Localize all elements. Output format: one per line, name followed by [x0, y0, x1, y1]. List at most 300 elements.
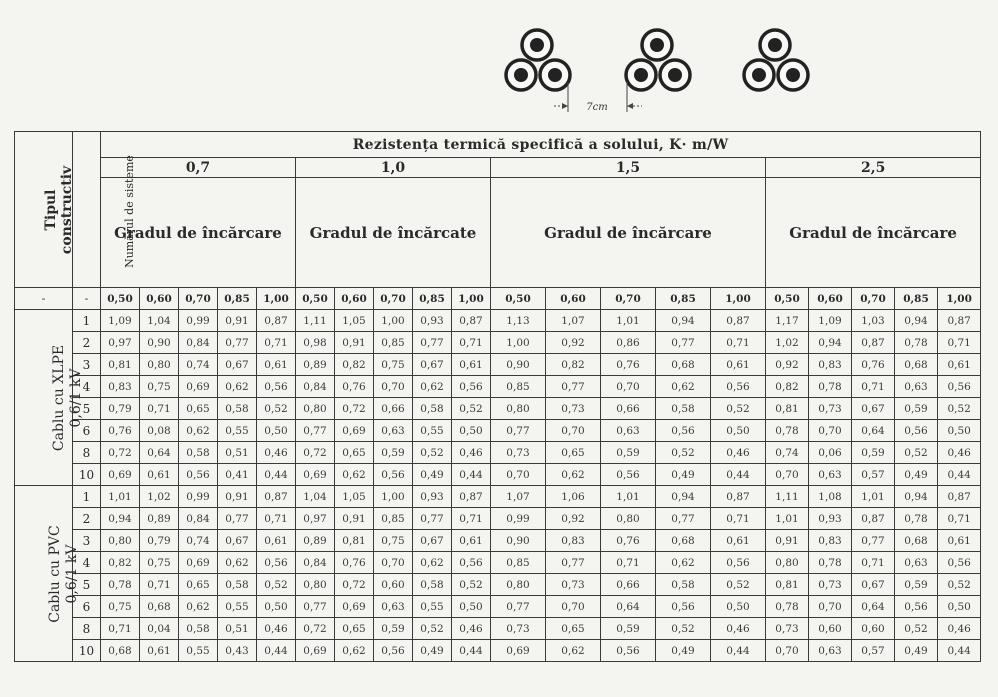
factor-cell: 0,69: [335, 420, 374, 442]
factor-cell: 0,56: [257, 376, 296, 398]
load-factor-cell: 1,00: [257, 288, 296, 310]
factor-cell: 0,73: [809, 398, 852, 420]
factor-cell: 0,63: [374, 420, 413, 442]
factor-cell: 0,93: [413, 486, 452, 508]
factor-cell: 0,77: [656, 508, 711, 530]
factor-cell: 0,78: [809, 552, 852, 574]
factor-cell: 0,81: [766, 398, 809, 420]
factor-cell: 0,73: [766, 618, 809, 640]
factor-cell: 0,61: [257, 354, 296, 376]
factor-cell: 0,52: [895, 618, 938, 640]
header-load-degree: Gradul de încărcare: [101, 178, 296, 288]
factor-cell: 0,61: [140, 464, 179, 486]
system-count-cell: 10: [73, 464, 101, 486]
factor-cell: 0,62: [413, 376, 452, 398]
factor-cell: 0,49: [656, 464, 711, 486]
factor-cell: 0,68: [895, 354, 938, 376]
factor-cell: 0,49: [895, 464, 938, 486]
factor-cell: 0,85: [491, 552, 546, 574]
factor-cell: 0,72: [296, 618, 335, 640]
load-factor-cell: 0,50: [491, 288, 546, 310]
factor-cell: 0,76: [335, 552, 374, 574]
table-row: [15, 618, 981, 640]
factor-cell: 0,81: [335, 530, 374, 552]
factor-cell: 0,57: [852, 464, 895, 486]
col-header-type: [15, 132, 76, 288]
factor-cell: 1,01: [852, 486, 895, 508]
factor-cell: 0,76: [101, 420, 140, 442]
factor-cell: 0,61: [452, 530, 491, 552]
header-thermal-resistivity: Rezistența termică specifică a solului, K· m/W: [101, 132, 981, 158]
factor-cell: 0,49: [895, 640, 938, 662]
factor-cell: 0,55: [179, 640, 218, 662]
factor-cell: 1,09: [809, 310, 852, 332]
factor-cell: 0,91: [335, 332, 374, 354]
load-factor-cell: 0,60: [809, 288, 852, 310]
factor-cell: 0,55: [413, 596, 452, 618]
factor-cell: 0,92: [766, 354, 809, 376]
factor-cell: 0,91: [218, 486, 257, 508]
factor-cell: 0,90: [491, 354, 546, 376]
factor-cell: 0,69: [335, 596, 374, 618]
factor-cell: 0,55: [413, 420, 452, 442]
factor-cell: 0,72: [335, 574, 374, 596]
factor-cell: 0,58: [656, 574, 711, 596]
factor-cell: 0,62: [335, 640, 374, 662]
factor-cell: 0,62: [218, 552, 257, 574]
factor-cell: 0,67: [218, 530, 257, 552]
factor-cell: 0,81: [101, 354, 140, 376]
factor-cell: 0,50: [257, 596, 296, 618]
factor-cell: 0,06: [809, 442, 852, 464]
factor-cell: 0,80: [601, 508, 656, 530]
factor-cell: 0,89: [296, 354, 335, 376]
factor-cell: 0,70: [809, 420, 852, 442]
section-cable-type-line: 0,6/1 kV: [63, 544, 80, 603]
factor-cell: 1,09: [101, 310, 140, 332]
factor-cell: 0,60: [374, 574, 413, 596]
factor-cell: 0,44: [938, 640, 981, 662]
factor-cell: 0,80: [766, 552, 809, 574]
factor-cell: 0,56: [601, 640, 656, 662]
factor-cell: 1,00: [491, 332, 546, 354]
factor-cell: 0,66: [601, 574, 656, 596]
factor-cell: 0,84: [179, 508, 218, 530]
factor-cell: 0,46: [938, 618, 981, 640]
factor-cell: 0,63: [809, 640, 852, 662]
factor-cell: 0,56: [374, 464, 413, 486]
col-header-type-line: Tipul: [43, 188, 60, 231]
factor-cell: 0,62: [218, 376, 257, 398]
factor-cell: 0,83: [809, 354, 852, 376]
table-row: [15, 574, 981, 596]
factor-cell: 0,56: [452, 552, 491, 574]
factor-cell: 0,87: [711, 486, 766, 508]
factor-cell: 0,77: [413, 508, 452, 530]
cable-trefoil-group-1: [506, 30, 570, 90]
factor-cell: 0,50: [257, 420, 296, 442]
factor-cell: 0,49: [413, 464, 452, 486]
factor-cell: 0,69: [179, 552, 218, 574]
factor-cell: 0,67: [413, 530, 452, 552]
factor-cell: 0,71: [852, 376, 895, 398]
factor-cell: 0,71: [257, 332, 296, 354]
factor-cell: 0,69: [296, 640, 335, 662]
factor-cell: 1,17: [766, 310, 809, 332]
factor-cell: 0,79: [101, 398, 140, 420]
factor-cell: 0,99: [491, 508, 546, 530]
factor-cell: 0,71: [938, 332, 981, 354]
factor-cell: 0,94: [895, 310, 938, 332]
factor-cell: 0,44: [938, 464, 981, 486]
factor-cell: 0,52: [895, 442, 938, 464]
load-factor-cell: 1,00: [938, 288, 981, 310]
cable-core-top: [522, 30, 552, 60]
factor-cell: 1,06: [546, 486, 601, 508]
header-k-value: 1,0: [296, 158, 491, 178]
factor-cell: 0,50: [938, 596, 981, 618]
factor-cell: 0,72: [335, 398, 374, 420]
factor-cell: 0,68: [140, 596, 179, 618]
factor-cell: 1,07: [546, 310, 601, 332]
factor-cell: 0,70: [601, 376, 656, 398]
factor-cell: 0,89: [140, 508, 179, 530]
factor-cell: 0,69: [296, 464, 335, 486]
factor-cell: 1,04: [296, 486, 335, 508]
factor-cell: 1,00: [374, 486, 413, 508]
section-cable-type-text: [47, 525, 81, 623]
factor-cell: 0,63: [895, 376, 938, 398]
factor-cell: 0,76: [852, 354, 895, 376]
factor-cell: 1,01: [601, 310, 656, 332]
table-row: [15, 508, 981, 530]
cable-core-left: [506, 60, 536, 90]
factor-cell: 0,62: [656, 552, 711, 574]
factor-cell: 0,97: [101, 332, 140, 354]
factor-cell: 1,13: [491, 310, 546, 332]
factor-cell: 0,67: [413, 354, 452, 376]
factor-cell: 0,94: [809, 332, 852, 354]
factor-cell: 0,89: [296, 530, 335, 552]
system-count-cell: 3: [73, 530, 101, 552]
factor-cell: 0,58: [413, 574, 452, 596]
section-cable-type: [15, 310, 85, 486]
factor-cell: 0,80: [101, 530, 140, 552]
system-count-cell: 6: [73, 420, 101, 442]
factor-cell: 0,49: [413, 640, 452, 662]
factor-cell: 0,87: [938, 310, 981, 332]
factor-cell: 1,02: [140, 486, 179, 508]
factor-cell: 0,80: [491, 398, 546, 420]
factor-cell: 1,04: [140, 310, 179, 332]
factor-cell: 0,50: [452, 420, 491, 442]
factor-cell: 0,94: [656, 310, 711, 332]
factor-cell: 0,70: [546, 596, 601, 618]
factor-cell: 0,92: [546, 332, 601, 354]
section-cable-type-line: 0,6/1 kV: [68, 368, 85, 427]
factor-cell: 0,77: [852, 530, 895, 552]
factor-cell: 0,56: [656, 420, 711, 442]
load-factor-cell: 1,00: [452, 288, 491, 310]
factor-cell: 0,52: [711, 398, 766, 420]
col-header-systems: [73, 132, 136, 288]
factor-cell: 0,44: [711, 640, 766, 662]
factor-cell: 0,80: [491, 574, 546, 596]
factor-cell: 0,56: [895, 596, 938, 618]
section-cable-type-line: Cablu cu XLPE: [51, 344, 68, 451]
factor-cell: 0,77: [296, 596, 335, 618]
factor-cell: 0,78: [809, 376, 852, 398]
factor-cell: 0,75: [374, 530, 413, 552]
factor-cell: 0,56: [601, 464, 656, 486]
factor-cell: 0,59: [895, 574, 938, 596]
section-cable-type-line: Cablu cu PVC: [46, 524, 63, 623]
load-factor-cell: 0,60: [140, 288, 179, 310]
factor-cell: 0,78: [766, 420, 809, 442]
factor-cell: 0,59: [374, 442, 413, 464]
factor-cell: 0,90: [491, 530, 546, 552]
factor-cell: 0,84: [296, 552, 335, 574]
factor-cell: 0,52: [257, 574, 296, 596]
factor-cell: 0,52: [656, 618, 711, 640]
factor-cell: 0,50: [452, 596, 491, 618]
load-factor-cell: 0,85: [218, 288, 257, 310]
system-count-cell: 1: [73, 486, 101, 508]
factor-cell: 1,11: [766, 486, 809, 508]
factor-cell: 0,62: [413, 552, 452, 574]
factor-cell: 0,65: [546, 618, 601, 640]
factor-cell: 0,75: [101, 596, 140, 618]
factor-cell: 0,87: [257, 486, 296, 508]
factor-cell: 0,61: [452, 354, 491, 376]
factor-cell: 0,87: [452, 310, 491, 332]
factor-cell: 0,92: [546, 508, 601, 530]
cable-core-left: [744, 60, 774, 90]
dash-cell: -: [15, 288, 73, 310]
factor-cell: 0,67: [852, 398, 895, 420]
factor-cell: 1,05: [335, 310, 374, 332]
factor-cell: 0,52: [452, 398, 491, 420]
factor-cell: 0,91: [335, 508, 374, 530]
factor-cell: 0,58: [179, 442, 218, 464]
factor-cell: 0,80: [296, 398, 335, 420]
factor-cell: 0,74: [179, 530, 218, 552]
factor-cell: 0,58: [218, 574, 257, 596]
table-row: [15, 376, 981, 398]
factor-cell: 0,61: [711, 530, 766, 552]
factor-cell: 0,46: [452, 618, 491, 640]
cable-trefoil-group-3: [744, 30, 808, 90]
header-k-value: 1,5: [491, 158, 766, 178]
factor-cell: 0,78: [101, 574, 140, 596]
factor-cell: 0,52: [413, 442, 452, 464]
spacing-label: 7cm: [586, 102, 608, 113]
factor-cell: 0,82: [101, 552, 140, 574]
factor-cell: 0,85: [491, 376, 546, 398]
factor-cell: 0,70: [766, 464, 809, 486]
factor-cell: 0,56: [452, 376, 491, 398]
factor-cell: 0,46: [711, 442, 766, 464]
factor-cell: 0,52: [452, 574, 491, 596]
factor-cell: 1,03: [852, 310, 895, 332]
factor-cell: 0,74: [179, 354, 218, 376]
factor-cell: 0,50: [938, 420, 981, 442]
factor-cell: 0,66: [374, 398, 413, 420]
factor-cell: 0,44: [257, 640, 296, 662]
factor-cell: 0,69: [179, 376, 218, 398]
factor-cell: 0,68: [895, 530, 938, 552]
load-factor-cell: 0,70: [852, 288, 895, 310]
system-count-cell: 5: [73, 574, 101, 596]
factor-cell: 0,68: [101, 640, 140, 662]
factor-cell: 0,63: [809, 464, 852, 486]
col-header-type-line: constructiv: [59, 165, 76, 254]
factor-cell: 0,46: [938, 442, 981, 464]
factor-cell: 0,94: [656, 486, 711, 508]
factor-cell: 0,77: [218, 332, 257, 354]
factor-cell: 0,85: [374, 332, 413, 354]
table-row: [15, 420, 981, 442]
factor-cell: 0,08: [140, 420, 179, 442]
factor-cell: 0,66: [601, 398, 656, 420]
derating-factor-table: [14, 131, 981, 662]
factor-cell: 0,87: [938, 486, 981, 508]
factor-cell: 0,56: [374, 640, 413, 662]
factor-cell: 0,70: [374, 376, 413, 398]
factor-cell: 0,56: [938, 376, 981, 398]
factor-cell: 0,97: [296, 508, 335, 530]
factor-cell: 0,80: [296, 574, 335, 596]
spacing-dimension: [554, 82, 642, 113]
factor-cell: 0,67: [852, 574, 895, 596]
factor-cell: 0,64: [852, 596, 895, 618]
factor-cell: 0,58: [656, 398, 711, 420]
system-count-cell: 2: [73, 332, 101, 354]
factor-cell: 0,62: [179, 420, 218, 442]
cable-core-top: [760, 30, 790, 60]
factor-cell: 0,59: [601, 618, 656, 640]
factor-cell: 0,41: [218, 464, 257, 486]
factor-cell: 1,00: [374, 310, 413, 332]
factor-cell: 0,73: [546, 574, 601, 596]
factor-cell: 0,94: [895, 486, 938, 508]
section-cable-type: [15, 486, 80, 662]
factor-cell: 0,98: [296, 332, 335, 354]
cable-core-right: [778, 60, 808, 90]
factor-cell: 0,61: [257, 530, 296, 552]
factor-cell: 0,78: [895, 332, 938, 354]
factor-cell: 0,46: [257, 618, 296, 640]
factor-cell: 0,77: [413, 332, 452, 354]
factor-cell: 0,75: [140, 552, 179, 574]
load-factor-cell: 0,60: [546, 288, 601, 310]
factor-cell: 0,62: [546, 640, 601, 662]
system-count-cell: 4: [73, 552, 101, 574]
col-header-type-text: [43, 165, 75, 253]
system-count-cell: 3: [73, 354, 101, 376]
factor-cell: 0,72: [296, 442, 335, 464]
factor-cell: 0,82: [766, 376, 809, 398]
factor-cell: 0,51: [218, 442, 257, 464]
factor-cell: 0,83: [101, 376, 140, 398]
table-row: [15, 640, 981, 662]
factor-cell: 0,58: [179, 618, 218, 640]
factor-cell: 0,79: [140, 530, 179, 552]
factor-cell: 0,44: [257, 464, 296, 486]
factor-cell: 0,87: [711, 310, 766, 332]
load-factor-cell: 0,50: [101, 288, 140, 310]
system-count-cell: 6: [73, 596, 101, 618]
factor-cell: 0,65: [335, 618, 374, 640]
factor-cell: 0,68: [656, 354, 711, 376]
load-factor-cell: 0,70: [374, 288, 413, 310]
table-row: [15, 552, 981, 574]
factor-cell: 0,59: [852, 442, 895, 464]
load-factor-cell: 0,85: [895, 288, 938, 310]
factor-cell: 0,65: [335, 442, 374, 464]
factor-cell: 0,56: [711, 552, 766, 574]
factor-cell: 0,57: [852, 640, 895, 662]
factor-cell: 0,83: [546, 530, 601, 552]
factor-cell: 0,61: [711, 354, 766, 376]
factor-cell: 0,71: [938, 508, 981, 530]
factor-cell: 0,82: [546, 354, 601, 376]
header-row-main: [15, 132, 981, 158]
system-count-cell: 5: [73, 398, 101, 420]
factor-cell: 1,05: [335, 486, 374, 508]
factor-cell: 0,99: [179, 486, 218, 508]
factor-cell: 0,77: [491, 596, 546, 618]
factor-cell: 0,77: [546, 376, 601, 398]
factor-cell: 0,59: [895, 398, 938, 420]
factor-cell: 0,52: [938, 398, 981, 420]
system-count-cell: 2: [73, 508, 101, 530]
system-count-cell: 4: [73, 376, 101, 398]
factor-cell: 0,83: [809, 530, 852, 552]
factor-cell: 0,52: [257, 398, 296, 420]
factor-cell: 0,49: [656, 640, 711, 662]
factor-cell: 0,70: [546, 420, 601, 442]
dash-cell: -: [73, 288, 101, 310]
factor-cell: 0,74: [766, 442, 809, 464]
load-factor-cell: 0,70: [601, 288, 656, 310]
header-load-degree: Gradul de încărcate: [296, 178, 491, 288]
factor-cell: 0,52: [938, 574, 981, 596]
factor-cell: 0,63: [374, 596, 413, 618]
factor-cell: 0,81: [766, 574, 809, 596]
header-row-load-label: [15, 178, 981, 288]
factor-cell: 0,71: [140, 574, 179, 596]
section-cable-type-text: [51, 344, 85, 450]
factor-cell: 0,76: [601, 530, 656, 552]
load-factor-cell: 0,60: [335, 288, 374, 310]
factor-cell: 0,63: [601, 420, 656, 442]
factor-cell: 0,62: [179, 596, 218, 618]
factor-cell: 0,73: [546, 398, 601, 420]
factor-cell: 0,44: [711, 464, 766, 486]
factor-cell: 0,71: [852, 552, 895, 574]
cable-arrangement-diagram: [0, 0, 998, 130]
factor-cell: 0,77: [491, 420, 546, 442]
header-k-value: 0,7: [101, 158, 296, 178]
system-count-cell: 10: [73, 640, 101, 662]
table-row: [15, 596, 981, 618]
factor-cell: 0,51: [218, 618, 257, 640]
load-factor-cell: 0,50: [296, 288, 335, 310]
cable-core-right: [540, 60, 570, 90]
factor-cell: 0,80: [140, 354, 179, 376]
factor-cell: 0,61: [938, 354, 981, 376]
